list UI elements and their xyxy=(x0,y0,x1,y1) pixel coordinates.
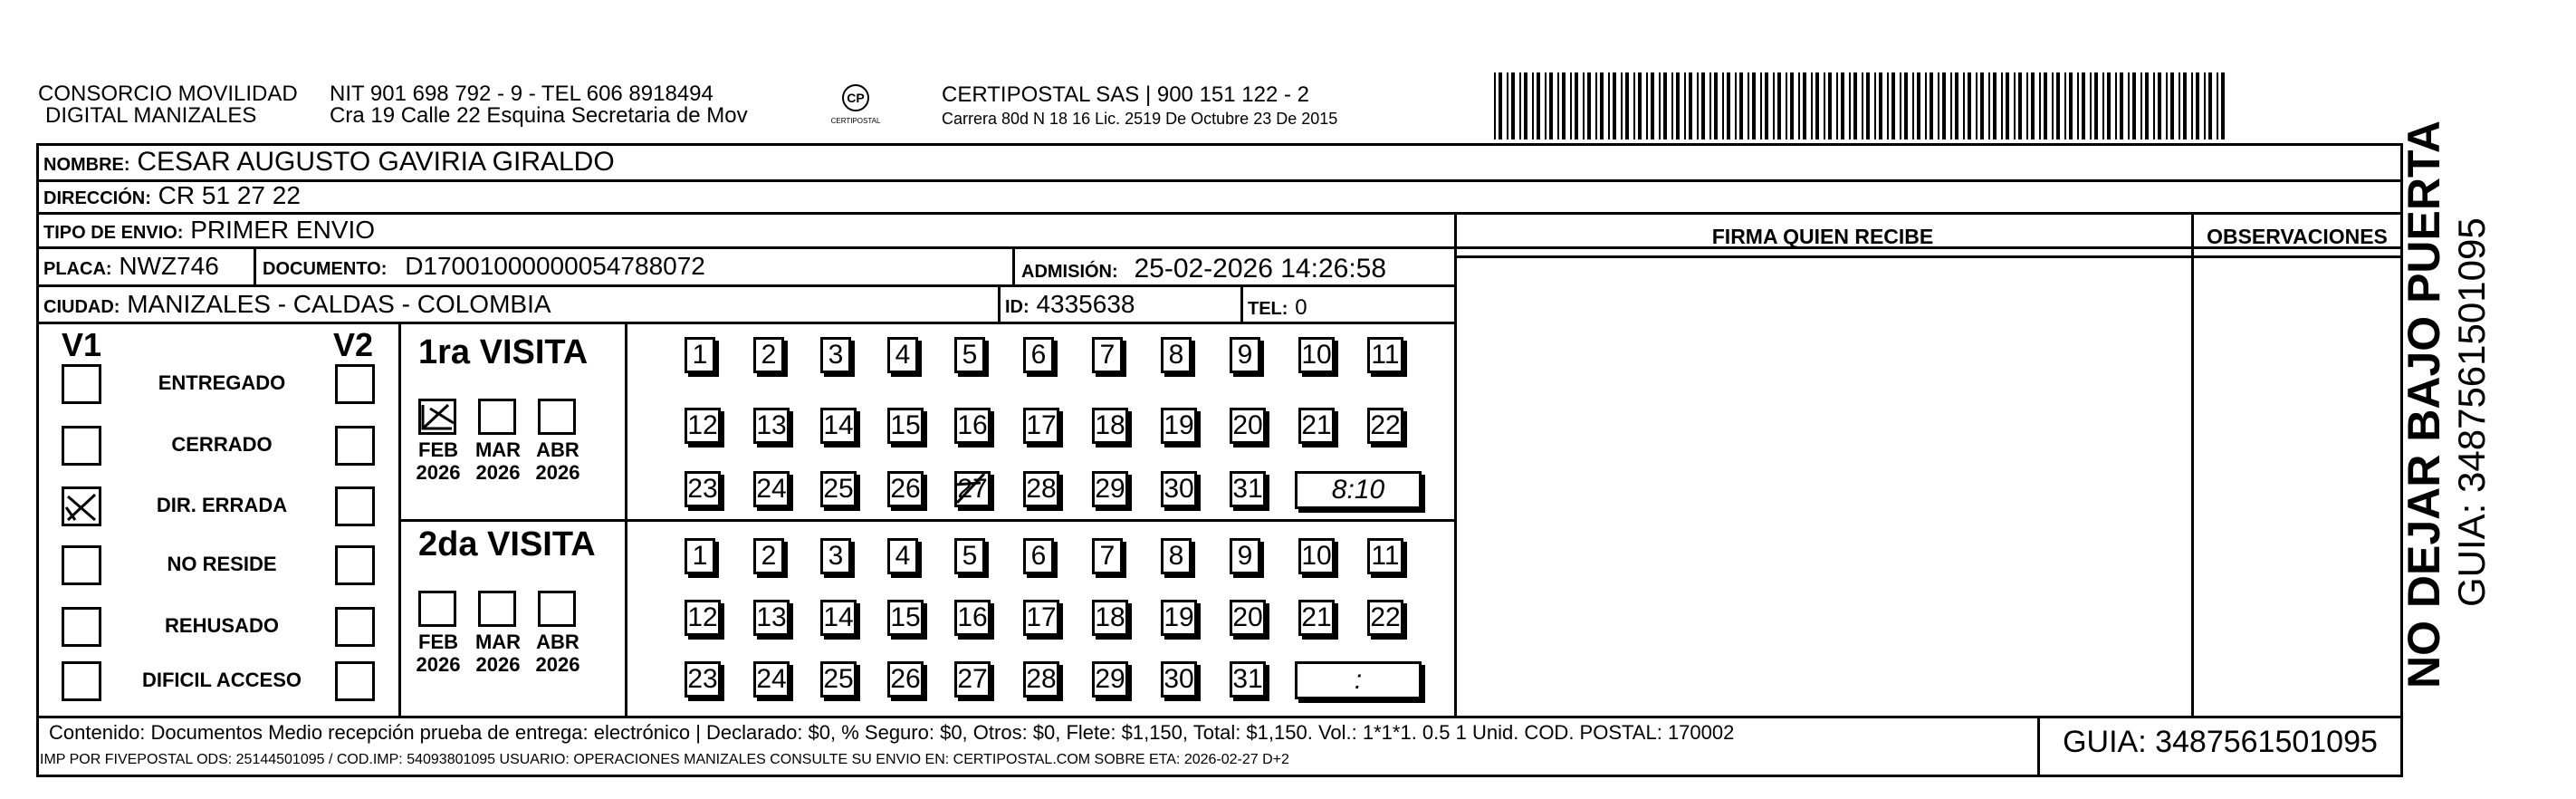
v2-checkbox[interactable] xyxy=(335,545,375,585)
barcode-bar xyxy=(2170,72,2174,140)
barcode-bar xyxy=(1499,72,1502,140)
day-checkbox[interactable]: 9 xyxy=(1230,538,1260,574)
barcode-bar xyxy=(1646,72,1648,140)
barcode-bar xyxy=(1600,72,1604,140)
admision-label: ADMISIÓN: xyxy=(1021,262,1118,282)
v2-checkbox[interactable] xyxy=(335,607,375,647)
barcode-bar xyxy=(1765,72,1768,140)
barcode-bar xyxy=(1976,72,1977,140)
month-label xyxy=(411,438,465,484)
month-label xyxy=(471,438,525,484)
certipostal-info xyxy=(942,83,1337,130)
id-field xyxy=(1005,290,1135,319)
month-checkbox[interactable] xyxy=(478,399,516,435)
tipo-label: TIPO DE ENVIO: xyxy=(43,223,184,243)
month-year: 2026 xyxy=(535,653,580,676)
month-checkbox[interactable] xyxy=(538,591,576,627)
barcode-bar xyxy=(1841,72,1844,140)
barcode-bar xyxy=(1494,72,1496,140)
barcode-bar xyxy=(2132,72,2136,140)
day-checkbox[interactable]: 9 xyxy=(1230,337,1260,373)
ciudad-field xyxy=(43,290,551,319)
observaciones-label: OBSERVACIONES xyxy=(2207,225,2388,248)
barcode-bar xyxy=(2221,72,2225,140)
day-checkbox[interactable]: 23 xyxy=(685,471,721,507)
month-checkbox[interactable] xyxy=(418,591,456,627)
tipo-row xyxy=(43,216,375,245)
barcode-bar xyxy=(1773,72,1775,140)
barcode-bar xyxy=(2052,72,2054,140)
barcode-bar xyxy=(1930,72,1933,140)
day-checkbox[interactable]: 20 xyxy=(1230,408,1266,444)
day-checkbox[interactable]: 25 xyxy=(820,471,857,507)
status-label: DIR. ERRADA xyxy=(156,494,288,516)
month-name: ABR xyxy=(536,438,579,461)
barcode-bar xyxy=(1836,72,1838,140)
month-year: 2026 xyxy=(475,653,521,676)
direccion-value: CR 51 27 22 xyxy=(158,181,301,209)
tipo-value: PRIMER ENVIO xyxy=(190,216,376,244)
day-checkbox[interactable]: 20 xyxy=(1230,600,1266,636)
address-line: Cra 19 Calle 22 Esquina Secretaria de Mov xyxy=(330,103,748,128)
barcode-bar xyxy=(1748,72,1749,140)
day-checkbox[interactable]: 3 xyxy=(820,538,851,574)
barcode-bar xyxy=(1545,72,1547,140)
barcode-bar xyxy=(1676,72,1680,140)
barcode-bar xyxy=(2166,72,2168,140)
barcode-bar xyxy=(1798,72,1800,140)
day-checkbox[interactable]: 31 xyxy=(1230,661,1266,698)
day-checkbox[interactable]: 8 xyxy=(1161,538,1192,574)
barcode-bar xyxy=(1684,72,1686,140)
svg-text:CP: CP xyxy=(847,91,865,105)
second-visit-title: 2da VISITA xyxy=(418,525,596,563)
day-checkbox[interactable]: 24 xyxy=(753,471,790,507)
day-checkbox[interactable]: 30 xyxy=(1161,661,1197,698)
barcode-bar xyxy=(1760,72,1762,140)
barcode-bar xyxy=(1727,72,1730,140)
month-year: 2026 xyxy=(535,461,580,484)
observaciones-area[interactable] xyxy=(2194,258,2400,716)
barcode-bar xyxy=(1891,72,1895,140)
barcode-bar xyxy=(1988,72,1990,140)
documento-value: D17001000000054788072 xyxy=(405,252,705,280)
direccion-label: DIRECCIÓN: xyxy=(43,188,151,208)
barcode-bar xyxy=(2191,72,2193,140)
first-visit-time-field[interactable]: 8:10 xyxy=(1295,471,1422,509)
v2-header: V2 xyxy=(333,326,374,363)
v2-checkbox[interactable] xyxy=(335,486,375,526)
barcode-bar xyxy=(2026,72,2028,140)
barcode-bar xyxy=(2006,72,2009,140)
company-line2: DIGITAL MANIZALES xyxy=(45,103,257,128)
barcode-bar xyxy=(2183,72,2187,140)
day-checkbox[interactable]: 29 xyxy=(1092,471,1128,507)
month-label xyxy=(471,631,525,676)
barcode-bar xyxy=(1866,72,1870,140)
day-checkbox[interactable]: 11 xyxy=(1367,337,1403,373)
month-checkbox[interactable] xyxy=(538,399,576,435)
day-checkbox[interactable]: 11 xyxy=(1367,538,1403,574)
firma-label: FIRMA QUIEN RECIBE xyxy=(1711,225,1934,248)
barcode-bar xyxy=(1912,72,1914,140)
barcode-bar xyxy=(2044,72,2047,140)
barcode-bar xyxy=(1549,72,1553,140)
day-checkbox[interactable] xyxy=(954,471,991,507)
day-checkbox[interactable]: 30 xyxy=(1161,471,1197,507)
tel-label: TEL: xyxy=(1248,299,1288,319)
footer-contenido: Contenido: Documentos Medio recepción prueba de entrega: electrónico | Declarado: $0, % Seguro: $0, Otros: $0, Flete: $1,150, Total: $1,150. Vol.: 1*1*1. 0.5 1 Unid. COD. POSTAL: 170002 xyxy=(49,721,1735,744)
barcode-bar xyxy=(1862,72,1863,140)
month-year: 2026 xyxy=(475,461,521,484)
month-name: MAR xyxy=(474,438,522,461)
month-label xyxy=(531,631,585,676)
barcode-bar xyxy=(1511,72,1515,140)
certipostal-line2: Carrera 80d N 18 16 Lic. 2519 De Octubre 23 De 2015 xyxy=(942,110,1338,128)
barcode-bar xyxy=(1587,72,1591,140)
nombre-value: CESAR AUGUSTO GAVIRIA GIRALDO xyxy=(137,147,615,177)
day-checkbox[interactable]: 4 xyxy=(887,337,918,373)
day-checkbox[interactable]: 7 xyxy=(1092,337,1123,373)
barcode-bar xyxy=(1824,72,1825,140)
day-checkbox[interactable]: 5 xyxy=(954,337,985,373)
day-checkbox[interactable]: 1 xyxy=(685,538,715,574)
day-checkbox[interactable]: 21 xyxy=(1298,600,1335,636)
day-mark-icon xyxy=(953,470,990,506)
barcode-bar xyxy=(2090,72,2092,140)
day-checkbox[interactable]: 22 xyxy=(1367,600,1403,636)
barcode-bar xyxy=(1575,72,1578,140)
barcode-bar xyxy=(1887,72,1889,140)
barcode-bar xyxy=(2082,72,2085,140)
barcode-bar xyxy=(1701,72,1705,140)
day-checkbox[interactable]: 2 xyxy=(753,337,784,373)
v1-header: V1 xyxy=(62,326,102,363)
day-checkbox[interactable]: 28 xyxy=(1023,661,1059,698)
barcode-bar xyxy=(1697,72,1699,140)
day-checkbox[interactable]: 17 xyxy=(1023,600,1059,636)
day-checkbox[interactable]: 17 xyxy=(1023,408,1059,444)
day-checkbox[interactable]: 31 xyxy=(1230,471,1266,507)
barcode-bar xyxy=(2001,72,2003,140)
direccion-row xyxy=(43,181,301,210)
barcode-bar xyxy=(2056,72,2060,140)
barcode-bar xyxy=(2153,72,2155,140)
barcode-bar xyxy=(1651,72,1654,140)
day-checkbox[interactable]: 7 xyxy=(1092,538,1123,574)
status-label: REHUSADO xyxy=(165,614,279,637)
barcode-bar xyxy=(2140,72,2142,140)
company-line1: CONSORCIO MOVILIDAD xyxy=(38,82,298,106)
barcode-bar xyxy=(1570,72,1572,140)
month-label xyxy=(531,438,585,484)
barcode-bar xyxy=(1557,72,1559,140)
v1-checkbox[interactable] xyxy=(62,486,101,526)
day-checkbox[interactable]: 10 xyxy=(1298,538,1335,574)
certipostal-logo-icon xyxy=(838,83,874,112)
side-guia: GUIA: 3487561501095 xyxy=(2450,217,2493,607)
first-visit-title: 1ra VISITA xyxy=(418,333,589,371)
barcode-bar xyxy=(1562,72,1566,140)
barcode-bar xyxy=(1621,72,1623,140)
firma-area[interactable] xyxy=(1457,258,2191,716)
v2-checkbox[interactable] xyxy=(335,364,375,404)
barcode-bar xyxy=(1874,72,1876,140)
day-checkbox[interactable]: 18 xyxy=(1092,600,1128,636)
barcode-bar xyxy=(1507,72,1508,140)
month-checkbox[interactable] xyxy=(478,591,516,627)
documento-field xyxy=(263,252,705,281)
barcode-bar xyxy=(1659,72,1661,140)
day-checkbox[interactable]: 13 xyxy=(753,408,790,444)
day-checkbox[interactable]: 26 xyxy=(887,471,924,507)
barcode-bar xyxy=(2107,72,2111,140)
barcode-bar xyxy=(1900,72,1901,140)
placa-value: NWZ746 xyxy=(119,252,219,280)
day-checkbox[interactable]: 13 xyxy=(753,600,790,636)
month-checkbox[interactable] xyxy=(418,399,456,435)
day-checkbox[interactable]: 29 xyxy=(1092,661,1128,698)
day-checkbox[interactable]: 19 xyxy=(1161,408,1197,444)
day-checkbox[interactable]: 18 xyxy=(1092,408,1128,444)
day-checkbox[interactable]: 28 xyxy=(1023,471,1059,507)
barcode-bar xyxy=(2064,72,2066,140)
day-checkbox[interactable]: 2 xyxy=(753,538,784,574)
day-checkbox[interactable]: 27 xyxy=(954,661,991,698)
barcode-bar xyxy=(1524,72,1527,140)
status-label: CERRADO xyxy=(171,433,273,456)
day-checkbox[interactable]: 15 xyxy=(887,408,924,444)
month-name: MAR xyxy=(474,631,522,653)
day-checkbox[interactable]: 25 xyxy=(820,661,857,698)
barcode-bar xyxy=(1938,72,1939,140)
barcode-bar xyxy=(1735,72,1737,140)
day-checkbox[interactable]: 1 xyxy=(685,337,715,373)
barcode-bar xyxy=(1608,72,1610,140)
day-checkbox[interactable]: 3 xyxy=(820,337,851,373)
second-visit-time-field[interactable]: : xyxy=(1295,661,1422,699)
placa-label: PLACA: xyxy=(43,259,112,279)
day-checkbox[interactable]: 10 xyxy=(1298,337,1335,373)
nit-line: NIT 901 698 792 - 9 - TEL 606 8918494 xyxy=(330,82,713,106)
barcode-bar xyxy=(1519,72,1521,140)
barcode-bar xyxy=(2204,72,2206,140)
tel-value: 0 xyxy=(1295,295,1307,320)
barcode-bar xyxy=(1925,72,1927,140)
barcode-bar xyxy=(1613,72,1616,140)
barcode-bar xyxy=(1942,72,1946,140)
month-year: 2026 xyxy=(416,653,461,676)
day-checkbox[interactable]: 24 xyxy=(753,661,790,698)
barcode-bar xyxy=(1955,72,1958,140)
footer-guia: GUIA: 3487561501095 xyxy=(2063,725,2378,759)
v1-checkbox[interactable] xyxy=(62,364,101,404)
v1-checkbox[interactable] xyxy=(62,661,101,701)
day-checkbox[interactable]: 12 xyxy=(685,408,721,444)
barcode-bar xyxy=(1853,72,1857,140)
barcode-bar xyxy=(1625,72,1629,140)
barcode-bar xyxy=(2179,72,2180,140)
month-label xyxy=(411,631,465,676)
ciudad-value: MANIZALES - CALDAS - COLOMBIA xyxy=(127,290,551,318)
barcode-bar xyxy=(1917,72,1920,140)
barcode-bar xyxy=(1777,72,1781,140)
id-value: 4335638 xyxy=(1036,290,1135,318)
tel-field xyxy=(1248,292,1307,321)
barcode-bar xyxy=(1633,72,1635,140)
barcode-bar xyxy=(1595,72,1597,140)
certipostal-logo xyxy=(824,83,887,129)
barcode-bar xyxy=(2196,72,2199,140)
barcode-bar xyxy=(1689,72,1692,140)
v2-checkbox[interactable] xyxy=(335,661,375,701)
barcode-bar xyxy=(2039,72,2041,140)
month-name: ABR xyxy=(536,631,579,653)
id-label: ID: xyxy=(1005,297,1029,317)
barcode-bar xyxy=(1722,72,1724,140)
barcode-bar xyxy=(1828,72,1832,140)
barcode-bar xyxy=(1537,72,1540,140)
day-checkbox[interactable]: 14 xyxy=(820,600,857,636)
day-checkbox[interactable]: 5 xyxy=(954,538,985,574)
barcode-bar xyxy=(2120,72,2123,140)
v1-checkbox[interactable] xyxy=(62,545,101,585)
barcode-bar xyxy=(1963,72,1965,140)
status-label: NO RESIDE xyxy=(167,553,277,575)
nombre-row xyxy=(43,147,615,178)
barcode-bar xyxy=(1709,72,1711,140)
no-dejar-bajo-puerta: NO DEJAR BAJO PUERTA xyxy=(2399,120,2449,688)
barcode-bar xyxy=(1532,72,1534,140)
barcode-bar xyxy=(1638,72,1642,140)
v1-checkbox[interactable] xyxy=(62,607,101,647)
nombre-label: NOMBRE: xyxy=(43,155,130,175)
barcode-bar xyxy=(1803,72,1806,140)
month-name: FEB xyxy=(418,438,458,461)
barcode-bar xyxy=(2217,72,2218,140)
barcode xyxy=(1494,72,2227,140)
day-checkbox[interactable]: 14 xyxy=(820,408,857,444)
barcode-bar xyxy=(2145,72,2149,140)
barcode-bar xyxy=(2094,72,2098,140)
barcode-bar xyxy=(1752,72,1756,140)
barcode-bar xyxy=(2115,72,2117,140)
barcode-bar xyxy=(1714,72,1718,140)
barcode-bar xyxy=(1879,72,1882,140)
company-name xyxy=(38,83,298,127)
documento-label: DOCUMENTO: xyxy=(263,259,388,279)
day-checkbox[interactable]: 15 xyxy=(887,600,924,636)
company-nit-address xyxy=(330,83,748,127)
status-label: ENTREGADO xyxy=(158,371,286,394)
barcode-bar xyxy=(1993,72,1997,140)
month-year: 2026 xyxy=(416,461,461,484)
barcode-bar xyxy=(2018,72,2022,140)
barcode-bar xyxy=(1671,72,1673,140)
admision-value: 25-02-2026 14:26:58 xyxy=(1134,254,1387,284)
day-checkbox[interactable]: 16 xyxy=(954,600,991,636)
barcode-bar xyxy=(2102,72,2104,140)
day-checkbox[interactable]: 8 xyxy=(1161,337,1192,373)
day-checkbox[interactable]: 23 xyxy=(685,661,721,698)
barcode-bar xyxy=(1811,72,1813,140)
barcode-bar xyxy=(2077,72,2079,140)
barcode-bar xyxy=(1786,72,1787,140)
logo-text: CERTIPOSTAL xyxy=(830,117,881,125)
barcode-bar xyxy=(2208,72,2212,140)
barcode-bar xyxy=(1904,72,1908,140)
barcode-bar xyxy=(2128,72,2130,140)
day-checkbox[interactable]: 4 xyxy=(887,538,918,574)
day-checkbox[interactable]: 22 xyxy=(1367,408,1403,444)
day-checkbox[interactable]: 6 xyxy=(1023,538,1054,574)
barcode-bar xyxy=(1790,72,1794,140)
placa-field xyxy=(43,252,219,281)
v1-checkbox[interactable] xyxy=(62,426,101,466)
barcode-bar xyxy=(1583,72,1585,140)
barcode-bar xyxy=(1739,72,1743,140)
footer-imp: IMP POR FIVEPOSTAL ODS: 25144501095 / COD.IMP: 54093801095 USUARIO: OPERACIONES MANIZALES CONSULTE SU ENVIO EN: CERTIPOSTAL.COM SOBRE ETA: 2026-02-27 D+2 xyxy=(40,752,1289,767)
day-checkbox[interactable]: 6 xyxy=(1023,337,1054,373)
ciudad-label: CIUDAD: xyxy=(43,297,120,317)
v2-checkbox[interactable] xyxy=(335,426,375,466)
status-label: DIFICIL ACCESO xyxy=(141,669,302,691)
barcode-bar xyxy=(1950,72,1952,140)
day-checkbox[interactable]: 12 xyxy=(685,600,721,636)
day-checkbox[interactable]: 21 xyxy=(1298,408,1335,444)
barcode-bar xyxy=(2158,72,2161,140)
admision-field xyxy=(1021,254,1386,284)
barcode-bar xyxy=(1968,72,1971,140)
barcode-bar xyxy=(1849,72,1851,140)
day-checkbox[interactable]: 19 xyxy=(1161,600,1197,636)
barcode-bar xyxy=(2031,72,2035,140)
day-checkbox[interactable]: 26 xyxy=(887,661,924,698)
barcode-bar xyxy=(2014,72,2016,140)
day-number: 27 xyxy=(957,474,988,504)
barcode-bar xyxy=(1980,72,1984,140)
day-checkbox[interactable]: 16 xyxy=(954,408,991,444)
barcode-bar xyxy=(1815,72,1819,140)
month-name: FEB xyxy=(418,631,458,653)
check-mark-icon xyxy=(64,489,99,524)
certipostal-line1: CERTIPOSTAL SAS | 900 151 122 - 2 xyxy=(942,82,1309,107)
barcode-bar xyxy=(2069,72,2073,140)
check-mark-icon xyxy=(421,401,454,432)
barcode-bar xyxy=(1663,72,1667,140)
